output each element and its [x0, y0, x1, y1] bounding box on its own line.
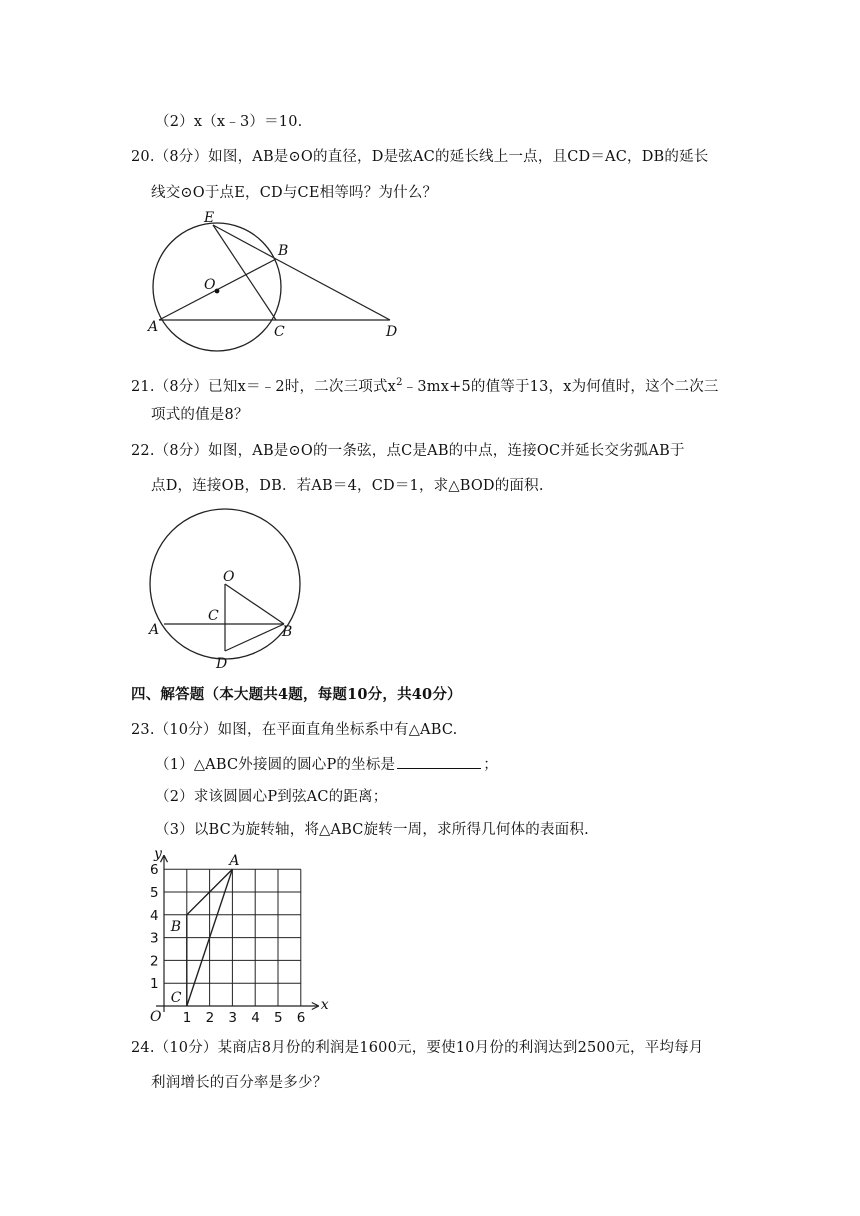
x-tick-label: 6	[296, 1010, 306, 1026]
q23-part1	[155, 754, 498, 775]
answer-blank	[397, 754, 481, 769]
q20-text-line1: 20.（8分）如图，AB是⊙O的直径，D是弦AC的延长线上一点，且CD＝AC，DB的延长	[131, 149, 709, 165]
label-C: C	[208, 608, 219, 624]
q23-part3: （3）以BC为旋转轴，将△ABC旋转一周，求所得几何体的表面积.	[155, 822, 589, 838]
point-label-C: C	[170, 990, 182, 1006]
q24-text-line2: 利润增长的百分率是多少？	[151, 1075, 328, 1091]
label-E: E	[204, 210, 215, 226]
y-tick-label: 5	[150, 885, 159, 901]
q24-text-line1: 24.（10分）某商店8月份的利润是1600元，要使10月份的利润达到2500元，平均每月	[131, 1040, 704, 1056]
label-D: D	[216, 656, 228, 672]
q19-part2: （2）x（x﹣3）＝10.	[155, 114, 303, 130]
label-A: A	[148, 319, 159, 335]
x-tick-label: 1	[182, 1010, 192, 1026]
label-A: A	[149, 622, 160, 638]
label-O: O	[223, 569, 235, 585]
q21-text-line2: 项式的值是8？	[151, 407, 249, 423]
label-B: B	[278, 243, 289, 259]
q20-circle-figure	[140, 205, 410, 365]
x-tick-label: 3	[228, 1010, 237, 1026]
q21-text-b: ﹣3mx+5的值等于13，x为何值时，这个二次三	[402, 378, 719, 395]
y-axis-label: y	[154, 846, 162, 863]
q23-part2: （2）求该圆圆心P到弦AC的距离；	[155, 789, 388, 805]
y-tick-label: 4	[150, 907, 159, 924]
q22-text-line1: 22.（8分）如图，AB是⊙O的一条弦，点C是AB的中点，连接OC并延长交劣弧AB于	[131, 443, 685, 459]
y-tick-label: 1	[150, 976, 159, 993]
y-tick-label: 3	[150, 930, 159, 947]
q21-text-a: 21.（8分）已知x＝﹣2时，二次三项式x	[131, 378, 397, 395]
y-tick-label: 2	[150, 953, 159, 970]
q23-intro: 23.（10分）如图，在平面直角坐标系中有△ABC.	[131, 722, 458, 738]
label-O: O	[204, 277, 216, 293]
label-D: D	[386, 324, 398, 340]
label-B: B	[282, 624, 293, 640]
origin-label: O	[150, 1009, 162, 1025]
label-C: C	[274, 324, 285, 340]
x-tick-label: 4	[251, 1010, 260, 1026]
x-tick-label: 2	[205, 1010, 215, 1026]
q22-circle-figure	[140, 500, 320, 680]
x-tick-label: 5	[274, 1010, 283, 1026]
q20-text-line2: 线交⊙O于点E，CD与CE相等吗？为什么？	[151, 185, 438, 201]
q23-coordinate-grid	[140, 848, 340, 1028]
q23-part1-end: ；	[483, 757, 498, 773]
q23-part1-text: （1）△ABC外接圆的圆心P的坐标是	[155, 757, 396, 773]
point-label-A: A	[229, 853, 240, 870]
point-label-B: B	[170, 918, 182, 935]
q21-exponent: 2	[396, 377, 403, 388]
x-axis-label: x	[320, 997, 329, 1013]
q22-text-line2: 点D，连接OB，DB．若AB＝4，CD＝1，求△BOD的面积.	[151, 478, 544, 494]
y-tick-label: 6	[150, 862, 159, 879]
section-heading: 四、解答题（本大题共4题，每题10分，共40分）	[131, 686, 462, 703]
q21-text-line1	[131, 373, 719, 397]
